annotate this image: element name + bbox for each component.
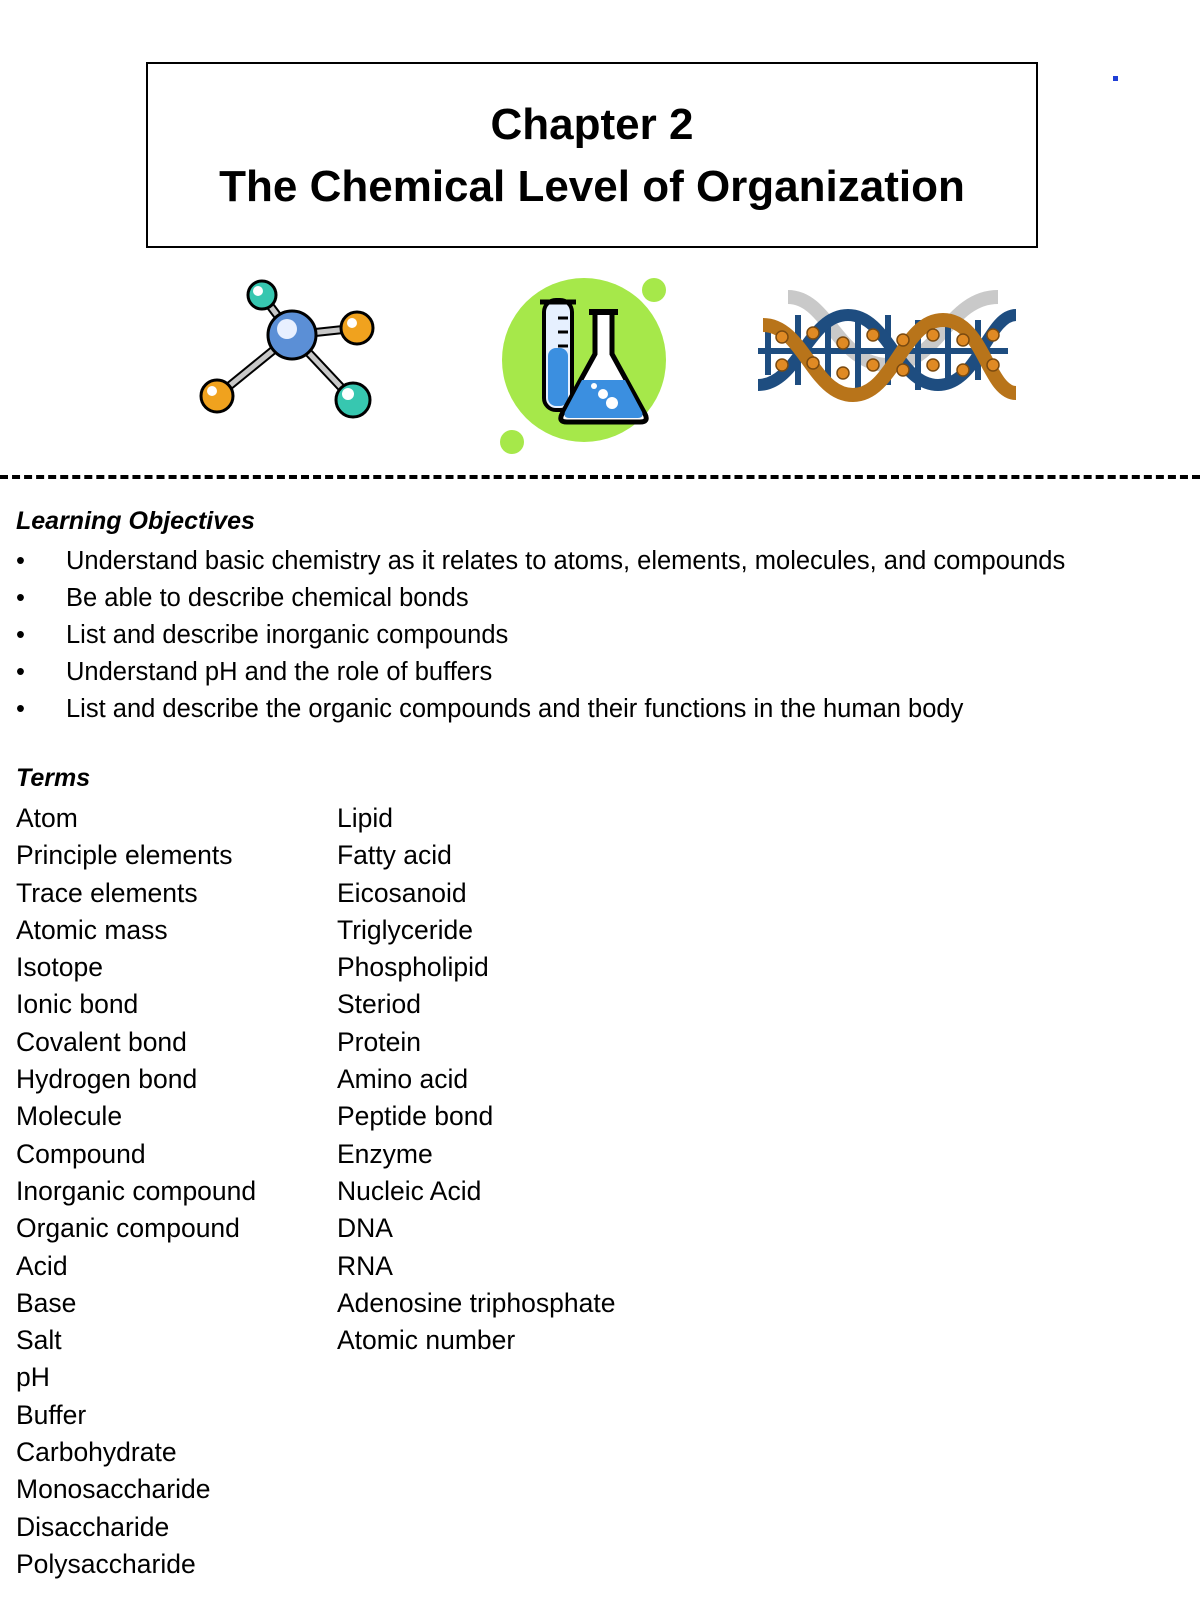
list-item: Molecule [16,1101,123,1132]
list-item: Acid [16,1250,68,1281]
dna-helix-icon [758,285,1020,415]
list-item: Polysaccharide [16,1548,196,1579]
list-item: Base [16,1287,77,1318]
list-item: Covalent bond [16,1026,187,1057]
list-item: Enzyme [337,1138,433,1169]
list-item: Disaccharide [16,1511,170,1542]
bullet-icon: • [16,621,25,649]
list-item: Steriod [337,989,421,1020]
list-item: pH [16,1362,50,1393]
terms-heading: Terms [16,764,91,792]
list-item: • Understand basic chemistry as it relates to atoms, elements, molecules, and compounds [16,543,1200,580]
list-item: Nucleic Acid [337,1175,482,1206]
list-item: Principle elements [16,840,233,871]
stray-dot [1113,76,1118,81]
list-item: Fatty acid [337,840,452,871]
list-item: • List and describe the organic compounds and their functions in the human body [16,691,1200,728]
learning-objectives-list [16,543,1200,728]
chapter-title: The Chemical Level of Organization [219,162,965,211]
list-item: Inorganic compound [16,1175,257,1206]
terms-column-1 [16,800,256,1583]
chapter-number: Chapter 2 [490,100,694,149]
bullet-icon: • [16,695,25,723]
list-item: Salt [16,1325,62,1356]
list-item: Monosaccharide [16,1474,211,1505]
list-item: Organic compound [16,1213,240,1244]
list-item: Protein [337,1026,421,1057]
list-item: DNA [337,1213,393,1244]
list-item: • Understand pH and the role of buffers [16,654,1200,691]
bullet-icon: • [16,584,25,612]
list-item: Phospholipid [337,952,489,983]
list-item: Atomic number [337,1325,516,1356]
bullet-icon: • [16,547,25,575]
list-item: RNA [337,1250,393,1281]
list-item: Buffer [16,1399,87,1430]
list-item: Atomic mass [16,914,168,945]
list-item: Triglyceride [337,914,473,945]
terms-column-2 [337,800,615,1359]
list-item: Amino acid [337,1064,469,1095]
list-item: • List and describe inorganic compounds [16,617,1200,654]
list-item: Lipid [337,803,393,833]
list-item: Ionic bond [16,989,139,1020]
learning-objectives-heading: Learning Objectives [16,507,255,535]
list-item: Trace elements [16,877,198,908]
list-item: Hydrogen bond [16,1064,198,1095]
list-item: • Be able to describe chemical bonds [16,580,1200,617]
chapter-title-box [146,62,1038,248]
section-divider [0,475,1200,479]
molecule-model-icon [195,278,395,433]
list-item: Atom [16,803,78,833]
list-item: Carbohydrate [16,1437,177,1468]
list-item: Peptide bond [337,1101,494,1132]
list-item: Eicosanoid [337,877,467,908]
list-item: Adenosine triphosphate [337,1287,616,1318]
bullet-icon: • [16,658,25,686]
lab-flask-icon [500,278,685,456]
list-item: Isotope [16,952,103,983]
list-item: Compound [16,1138,146,1169]
